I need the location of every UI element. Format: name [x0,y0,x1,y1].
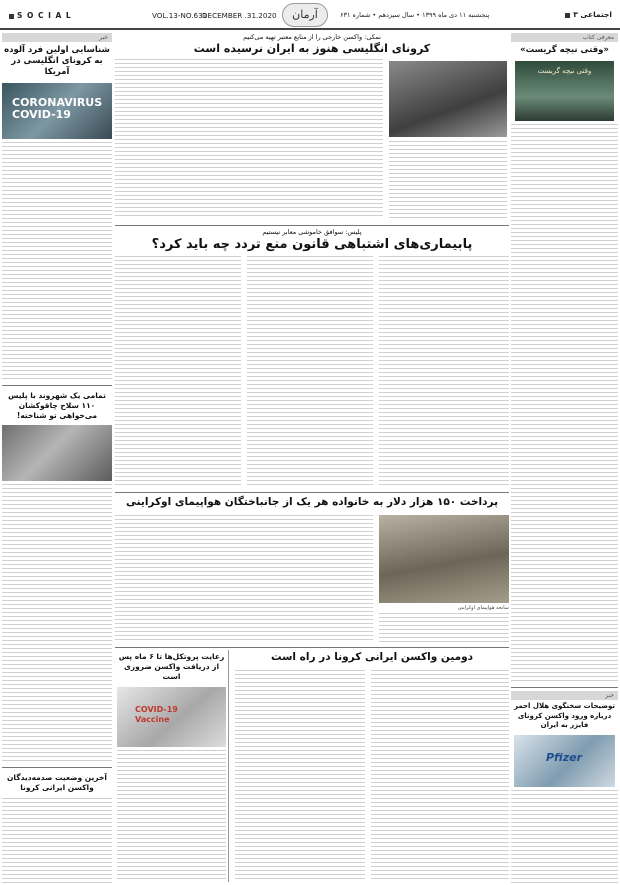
vaccine-story [115,650,509,882]
top-story [115,33,509,223]
book-cover-title: وقتی نیچه گریست [537,67,592,75]
pfizer-photo [514,735,615,787]
volume-number: VOL.13-NO.631 [152,11,208,20]
news-label: خبر [2,33,112,42]
center-story-headline: پا‌بیماری‌های اشتباهی قانون منع تردد چه باید کرد؟ [151,237,473,252]
covid-photo [2,83,112,139]
vaccine-story-col-2 [371,670,509,880]
crash-photo [379,515,509,603]
vaccine-photo [117,687,226,747]
pfizer-article-text [511,790,618,885]
center-story-col-2 [247,256,373,488]
left-top-article-text [2,142,112,382]
crash-story-text-right [379,613,509,643]
date-fa: پنجشنبه ۱۱ دی ماه ۱۳۹۹ • سال سیزدهم • شماره ۶۳۱ [340,11,490,19]
top-story-kicker: نمکی: واکسن خارجی را از منابع معتبر تهیه می‌کنیم [243,33,381,41]
book-review-text [511,124,618,684]
vaccine-side-box [115,650,229,882]
left-bottom-article-text [2,798,112,885]
left-mid-headline: تمامی یک شهروند با پلیس ۱۱۰ سلاح چاقوکشان می‌خواهی تو شناخته! [8,391,106,420]
left-mid-article-text [2,484,112,764]
left-column [2,33,112,882]
health-minister-photo [389,61,507,137]
vaccine-side-headline: رعایت پروتکل‌ها تا ۶ ماه پس از دریافت واکسن ضروری است [118,652,225,681]
left-bottom-headline: آخرین وضعیت صدمه‌دیدگان واکسن ایرانی کرونا [7,773,107,792]
crash-story-headline: پرداخت ۱۵۰ هزار دلار به خانواده هر یک از جانباختگان هواپیمای اوکراینی [125,496,499,508]
square-bullet-icon [565,13,570,18]
section-label-en: S O C I A L [6,11,72,20]
top-story-headline: کرونای انگلیسی هنوز به ایران نرسیده است [193,42,431,55]
square-bullet-icon [9,14,14,19]
book-title: «وقتی نیچه گریست» [520,45,609,55]
right-column [511,33,618,882]
pfizer-headline: توضیحات سخنگوی هلال احمر درباره ورود واکسن کرونای فایزر به ایران [513,702,616,729]
page-header [0,0,620,30]
news-label-right: خبر [511,691,618,700]
pfizer-photo-text: Pfizer [546,750,583,764]
vaccine-story-col-1 [235,670,365,880]
center-story-col-1 [115,256,241,488]
left-top-headline: شناسایی اولین فرد آلوده به کرونای انگلیسی در آمریکا [4,45,110,77]
crash-photo-caption: سانحه هواپیمای اوکراینی [457,605,509,611]
main-column [115,33,509,882]
center-story-col-3 [379,256,509,488]
center-story [115,228,509,490]
date-en: DECEMBER .31.2020 [202,11,277,20]
section-label-fa: اجتماعی ۳ [562,10,612,19]
covid-photo-text: CORONAVIRUS COVID-19 [12,96,103,121]
vaccine-photo-text: COVID-19 Vaccine [135,705,178,724]
crash-story-text [115,515,373,643]
crash-story [115,495,509,645]
police-photo [2,425,112,481]
center-story-kicker: پلیس: سوافق خاموشی معابر نیستیم [262,228,362,236]
vaccine-side-text [117,750,226,882]
book-intro-label: معرفی کتاب [511,33,618,42]
book-cover [515,61,614,121]
vaccine-story-headline: دومین واکسن ایرانی کرونا در راه است [270,651,474,663]
top-story-text-right [389,141,507,219]
newspaper-logo: آرمان [282,3,328,27]
top-story-text [115,59,383,219]
